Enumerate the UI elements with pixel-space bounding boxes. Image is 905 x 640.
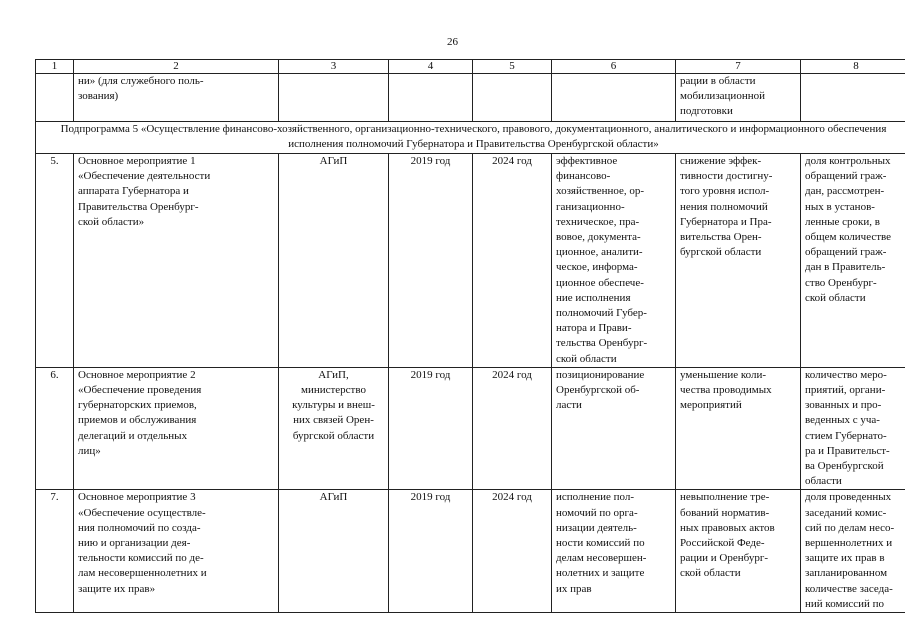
indicator-link: доля проведенных заседаний комис- сий по делам несо- вершеннолетних и защите их прав в запланированном количестве заседа- ний комиссий по (801, 490, 905, 613)
page-number: 26 (447, 36, 458, 48)
expected-result: эффективное финансово- хозяйственное, ор- ганизационно- техническое, пра- вовое, документа- ционное, аналити- ческое, информа- ционное обеспече- ние исполнения полномочий Губер- натора и Прави- тельства Оренбург- ской области (552, 154, 676, 368)
end-year: 2024 год (473, 367, 552, 490)
measure-name: Основное мероприятие 2 «Обеспечение проведения губернаторских приемов, приемов и обслуживания делегаций и отдельных лиц» (74, 367, 279, 490)
indicator-link: доля контрольных обращений граж- дан, рассмотрен- ных в установ- ленные сроки, в общем количестве обращений граж- дан в Правитель- ство Оренбург- ской области (801, 154, 905, 368)
row-number: 5. (36, 154, 74, 368)
start-year: 2019 год (389, 367, 473, 490)
start-year: 2019 год (389, 490, 473, 613)
expected-result: позиционирование Оренбургской об- ласти (552, 367, 676, 490)
indicator-link: количество меро- приятий, органи- зованных и про- веденных с уча- стием Губернато- ра и Правительст- ва Оренбургской области (801, 367, 905, 490)
measure-name: Основное мероприятие 3 «Обеспечение осуществле- ния полномочий по созда- нию и организации дея- тельности комиссий по де- лам несовершеннолетних и защите их прав» (74, 490, 279, 613)
executor: АГиП (279, 154, 389, 368)
non-implementation-consequence: невыполнение тре- бований норматив- ных правовых актов Российской Феде- рации и Оренбург- ской области (676, 490, 801, 613)
header-cell-5: 5 (473, 60, 552, 74)
table-row (36, 490, 905, 613)
table-row (36, 154, 905, 368)
executor: АГиП, министерство культуры и внеш- них связей Орен- бургской области (279, 367, 389, 490)
continuation-name-cell: ни» (для служебного поль- зования) (74, 74, 279, 122)
header-cell-2: 2 (74, 60, 279, 74)
continuation-consequence-cell: рации в области мобилизационной подготовки (676, 74, 801, 122)
header-row (36, 60, 905, 74)
expected-result: исполнение пол- номочий по орга- низации деятель- ности комиссий по делам несовершен- нолетних и защите их прав (552, 490, 676, 613)
end-year: 2024 год (473, 154, 552, 368)
header-cell-6: 6 (552, 60, 676, 74)
non-implementation-consequence: уменьшение коли- чества проводимых мероприятий (676, 367, 801, 490)
header-cell-8: 8 (801, 60, 905, 74)
table-row (36, 367, 905, 490)
end-year: 2024 год (473, 490, 552, 613)
row-number: 6. (36, 367, 74, 490)
header-cell-1: 1 (36, 60, 74, 74)
continuation-row (36, 74, 905, 122)
header-cell-4: 4 (389, 60, 473, 74)
executor: АГиП (279, 490, 389, 613)
measures-table (35, 59, 905, 613)
header-cell-7: 7 (676, 60, 801, 74)
header-cell-3: 3 (279, 60, 389, 74)
non-implementation-consequence: снижение эффек- тивности достигну- того уровня испол- нения полномочий Губернатора и Пра- вительства Орен- бургской области (676, 154, 801, 368)
start-year: 2019 год (389, 154, 473, 368)
subprogram-title: Подпрограмма 5 «Осуществление финансово-хозяйственного, организационно-технического, правового, документационного, аналитического и информационного обеспечения исполнения полномочий Губернатора и Правительства Оренбургской области» (36, 122, 905, 154)
row-number: 7. (36, 490, 74, 613)
measure-name: Основное мероприятие 1 «Обеспечение деятельности аппарата Губернатора и Правительства Оренбург- ской области» (74, 154, 279, 368)
subprogram-row (36, 122, 905, 154)
